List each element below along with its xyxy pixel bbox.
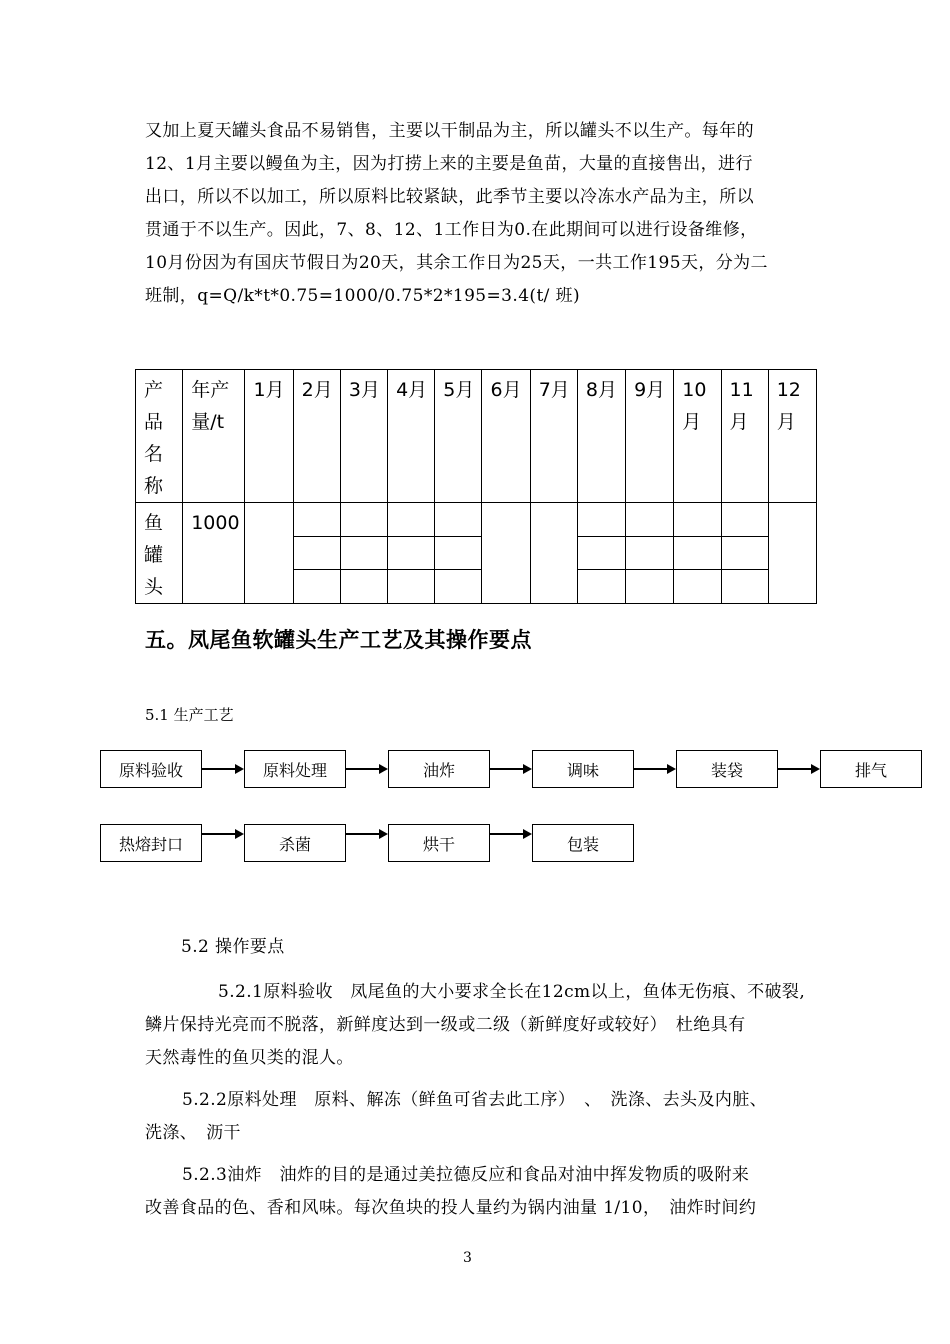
shift-cell [577, 503, 625, 537]
shift-cell [435, 570, 482, 604]
flow-arrow [202, 764, 244, 774]
shift-cell [721, 536, 768, 570]
flow-step: 包装 [532, 824, 634, 862]
header-month: 6月 [482, 370, 530, 503]
ops-line: 5.2.3油炸 油炸的目的是通过美拉德反应和食品对油中挥发物质的吸附来 [182, 1165, 750, 1185]
flow-step: 热熔封口 [100, 824, 202, 862]
shift-cell [626, 536, 674, 570]
flow-step: 烘干 [388, 824, 490, 862]
shift-cell [577, 536, 625, 570]
table-row [136, 503, 817, 537]
table-header-row [136, 370, 817, 503]
flow-step: 杀菌 [244, 824, 346, 862]
ops-paragraph-1 [145, 976, 815, 1075]
cell-month-12 [768, 503, 816, 604]
flow-arrow [490, 829, 532, 839]
ops-line: 改善食品的色、香和风味。每次鱼块的投人量约为锅内油量 1/10， 油炸时间约 [145, 1198, 757, 1218]
ops-paragraph-3 [145, 1159, 815, 1225]
ops-line: 5.2.1原料验收 凤尾鱼的大小要求全长在12cm以上，鱼体无伤痕、不破裂, [218, 982, 806, 1002]
shift-cell [340, 503, 387, 537]
flow-step: 原料处理 [244, 750, 346, 788]
cell-product: 鱼罐头 [136, 503, 183, 604]
shift-cell [340, 536, 387, 570]
flow-step: 装袋 [676, 750, 778, 788]
header-output: 年产量/t [183, 370, 245, 503]
flow-arrow [346, 764, 388, 774]
header-month: 9月 [626, 370, 674, 503]
ops-title: 5.2 操作要点 [181, 937, 285, 957]
shift-cell [388, 536, 435, 570]
ops-paragraph-2 [145, 1084, 815, 1150]
intro-line: 班制，q=Q/k*t*0.75=1000/0.75*2*195=3.4(t/ 班) [145, 286, 581, 306]
header-month: 2月 [293, 370, 340, 503]
header-product: 产品名称 [136, 370, 183, 503]
shift-cell [435, 536, 482, 570]
shift-cell [674, 570, 721, 604]
cell-month-6 [482, 503, 530, 604]
shift-cell [293, 503, 340, 537]
header-month: 4月 [388, 370, 435, 503]
shift-cell [388, 570, 435, 604]
shift-cell [626, 503, 674, 537]
shift-cell [435, 503, 482, 537]
intro-line: 12、1月主要以鳗鱼为主，因为打捞上来的主要是鱼苗，大量的直接售出，进行 [145, 154, 753, 174]
section-heading: 五。凤尾鱼软罐头生产工艺及其操作要点 [145, 628, 532, 652]
shift-cell [721, 503, 768, 537]
page-number: 3 [463, 1250, 472, 1266]
flow-arrow [346, 829, 388, 839]
ops-line: 天然毒性的鱼贝类的混人。 [145, 1048, 354, 1068]
flow-arrow [202, 829, 244, 839]
header-month: 8月 [577, 370, 625, 503]
production-table [135, 369, 817, 604]
shift-cell [626, 570, 674, 604]
cell-month-1 [245, 503, 293, 604]
shift-cell [674, 503, 721, 537]
header-month: 1月 [245, 370, 293, 503]
cell-output: 1000 [183, 503, 245, 604]
intro-line: 10月份因为有国庆节假日为20天，其余工作日为25天，一共工作195天，分为二 [145, 253, 768, 273]
flow-title: 5.1 生产工艺 [145, 706, 234, 724]
flow-step: 原料验收 [100, 750, 202, 788]
intro-line: 出口，所以不以加工，所以原料比较紧缺，此季节主要以冷冻水产品为主，所以 [145, 187, 754, 207]
shift-cell [577, 570, 625, 604]
header-month: 5月 [435, 370, 482, 503]
shift-cell [721, 570, 768, 604]
ops-line: 洗涤、 沥干 [145, 1123, 241, 1143]
shift-cell [293, 570, 340, 604]
flow-step: 排气 [820, 750, 922, 788]
header-month: 3月 [340, 370, 387, 503]
shift-cell [293, 536, 340, 570]
cell-month-7 [530, 503, 577, 604]
intro-paragraph [145, 115, 815, 313]
intro-line: 又加上夏天罐头食品不易销售，主要以干制品为主，所以罐头不以生产。每年的 [145, 121, 754, 141]
header-month: 12月 [768, 370, 816, 503]
shift-cell [674, 536, 721, 570]
header-month: 11月 [721, 370, 768, 503]
intro-line: 贯通于不以生产。因此，7、8、12、1工作日为0.在此期间可以进行设备维修， [145, 220, 758, 240]
shift-cell [340, 570, 387, 604]
ops-line: 鳞片保持光亮而不脱落，新鲜度达到一级或二级（新鲜度好或较好） 杜绝具有 [145, 1015, 746, 1035]
ops-line: 5.2.2原料处理 原料、解冻（鲜鱼可省去此工序） 、 洗涤、去头及内脏、 [182, 1090, 768, 1110]
shift-cell [388, 503, 435, 537]
header-month: 7月 [530, 370, 577, 503]
header-month: 10月 [674, 370, 721, 503]
flow-arrow [778, 764, 820, 774]
flow-arrow [634, 764, 676, 774]
flow-step: 调味 [532, 750, 634, 788]
flow-arrow [490, 764, 532, 774]
flow-step: 油炸 [388, 750, 490, 788]
